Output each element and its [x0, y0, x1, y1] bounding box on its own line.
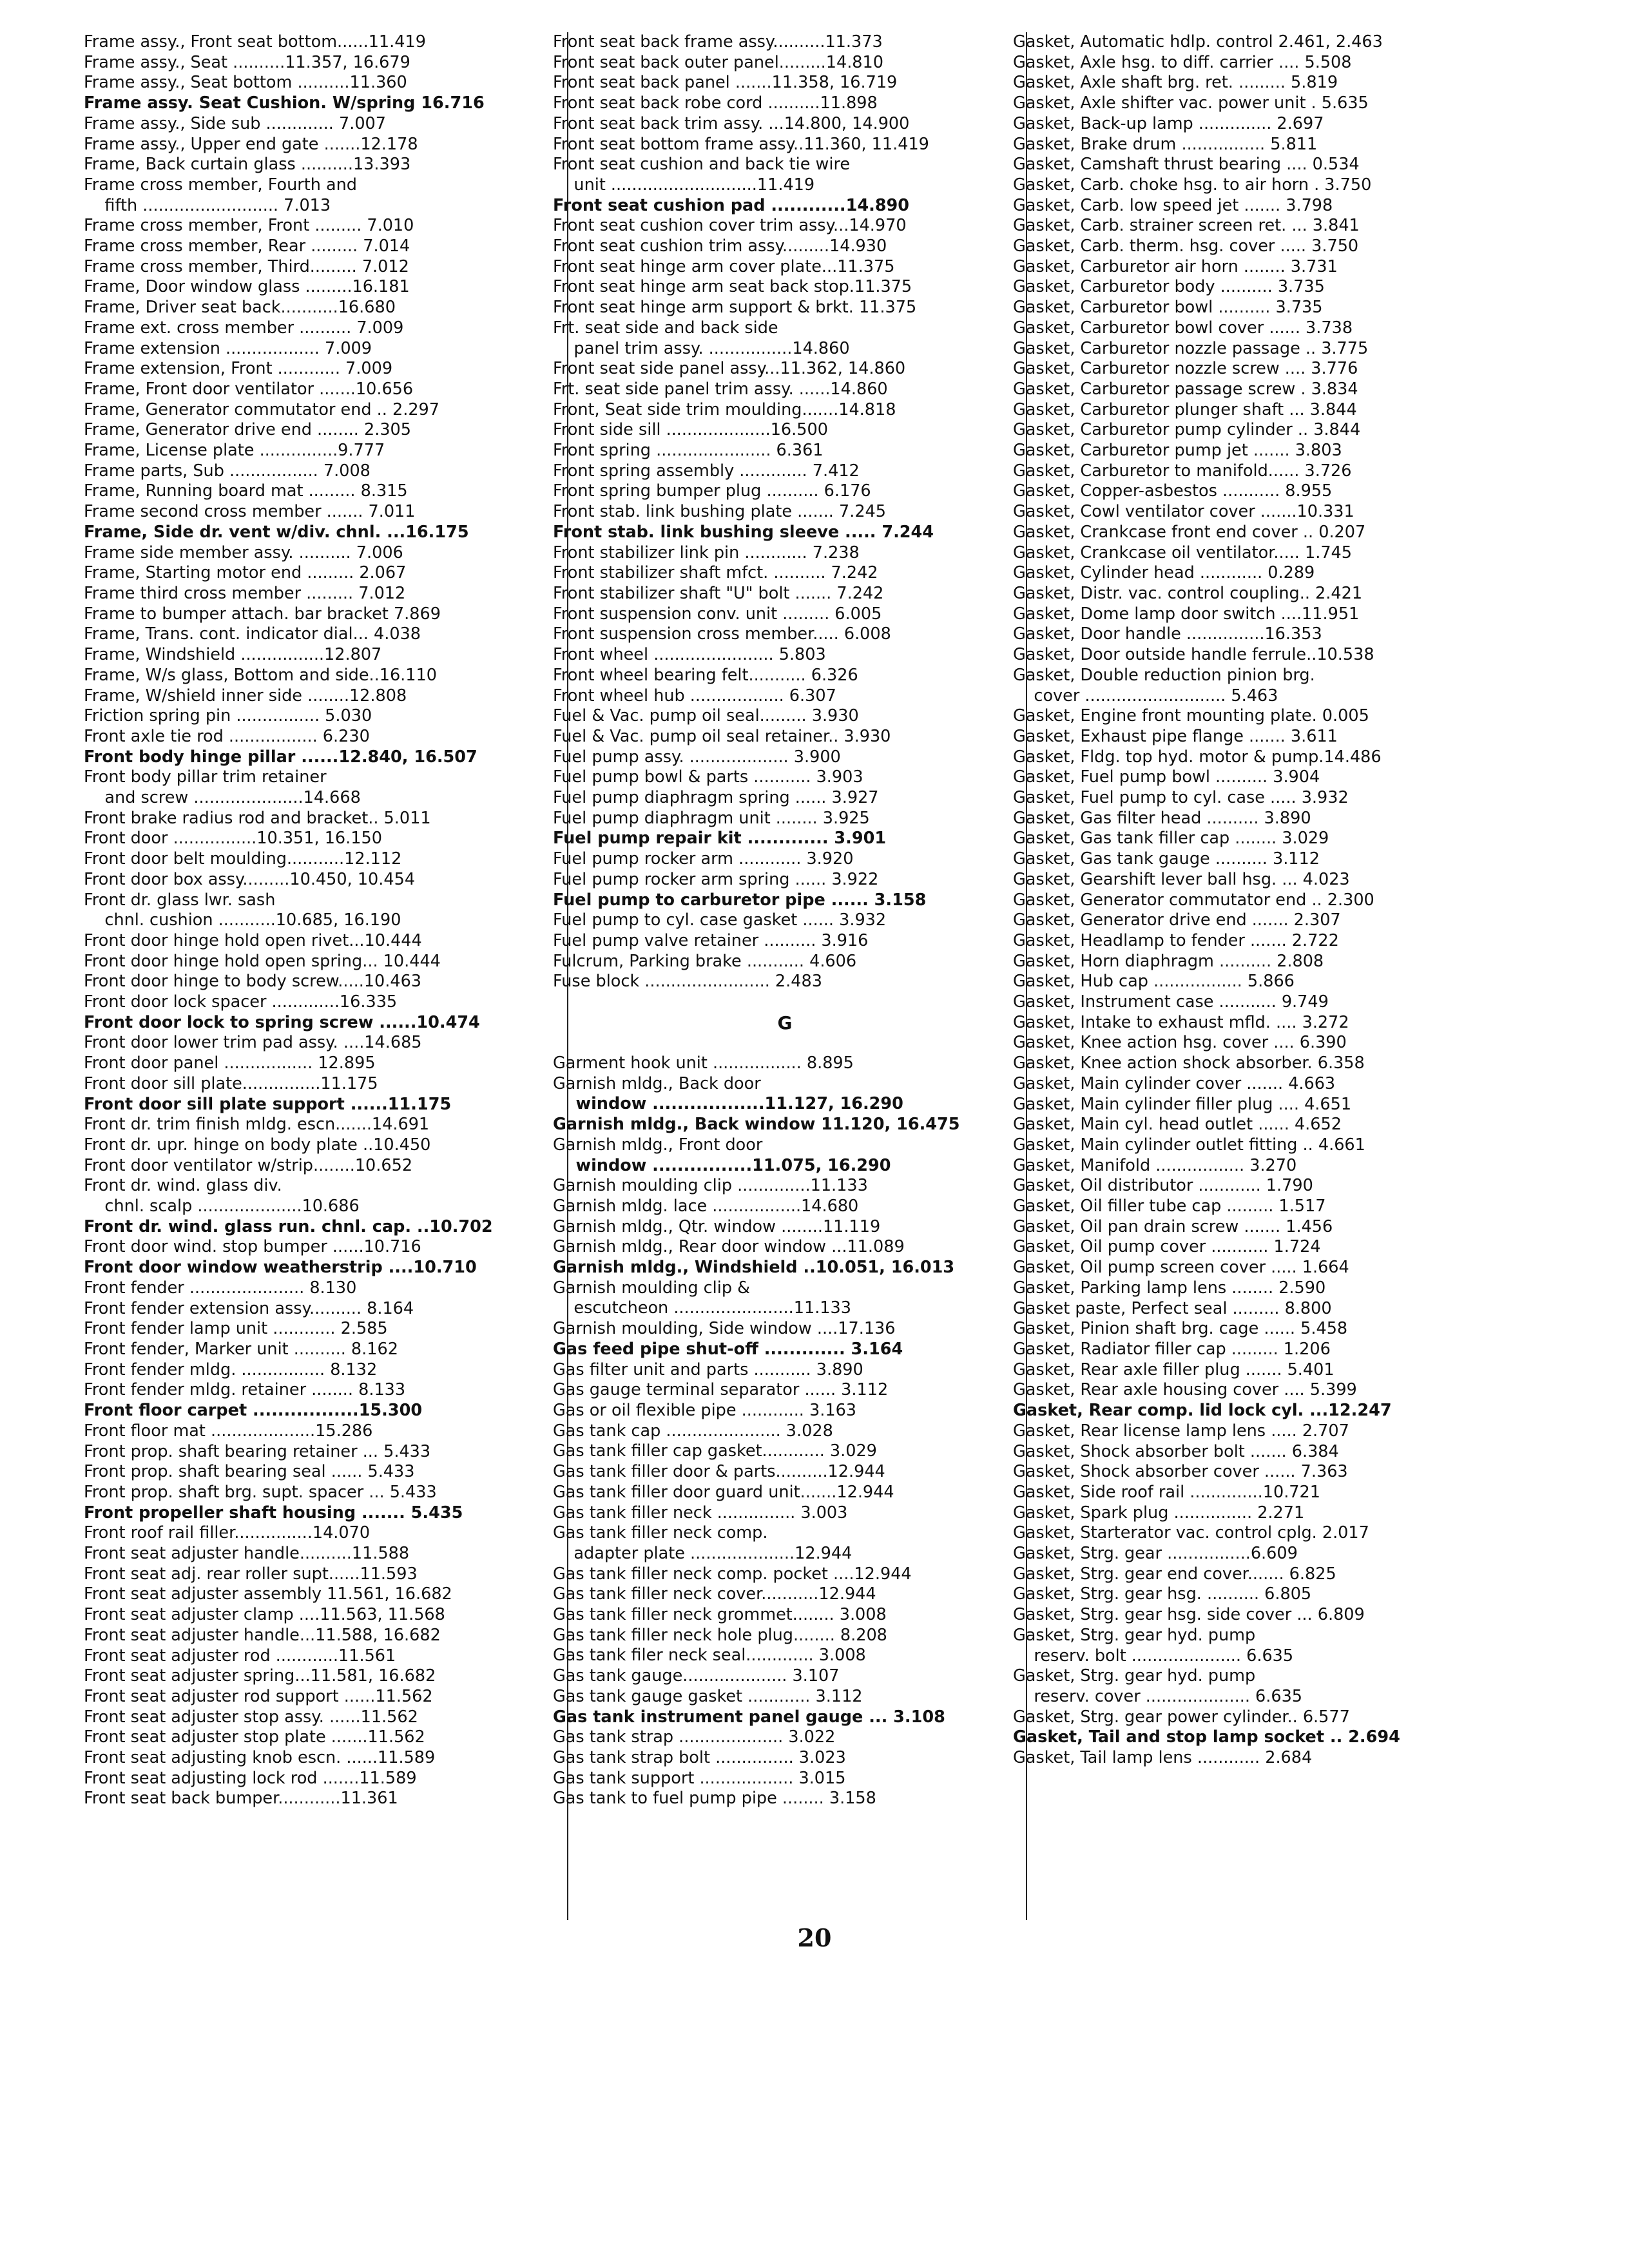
- index-entry: Gas tank filler neck cover...........12.944: [553, 1584, 876, 1604]
- index-entry: Gasket, Carburetor to manifold...... 3.726: [1013, 461, 1352, 481]
- index-entry: Gas tank support .................. 3.015: [553, 1768, 846, 1788]
- index-entry: Front spring ...................... 6.361: [553, 441, 824, 461]
- index-entry: Gasket, Horn diaphragm .......... 2.808: [1013, 951, 1324, 971]
- index-entry: Gasket, Strg. gear end cover....... 6.825: [1013, 1564, 1336, 1584]
- index-entry: Front seat cushion cover trim assy...14.970: [553, 216, 907, 236]
- index-entry: Front stabilizer shaft "U" bolt ....... 7.242: [553, 583, 884, 603]
- index-entry: unit ............................11.419: [553, 175, 815, 195]
- index-entry: Front fender extension assy.......... 8.164: [84, 1298, 414, 1318]
- index-column-2: [553, 32, 1017, 1809]
- index-entry: Gas tank strap bolt ............... 3.023: [553, 1747, 846, 1767]
- index-entry: Frame cross member, Rear ......... 7.014: [84, 236, 410, 256]
- index-entry: Fuel pump rocker arm spring ...... 3.922: [553, 869, 879, 889]
- index-entry: Front fender ...................... 8.130: [84, 1278, 357, 1298]
- index-entry: Gasket, Crankcase front end cover .. 0.207: [1013, 522, 1366, 542]
- index-entry: Front floor mat ....................15.286: [84, 1421, 373, 1441]
- index-entry: Gasket, Crankcase oil ventilator..... 1.745: [1013, 543, 1352, 562]
- index-entry: Frame, Side dr. vent w/div. chnl. ...16.175: [84, 522, 469, 542]
- index-entry: Frame, Driver seat back...........16.680: [84, 298, 396, 318]
- index-entry: Frame assy., Seat ..........11.357, 16.679: [84, 52, 410, 72]
- index-entry: cover ........................... 5.463: [1013, 686, 1278, 706]
- index-entry: Gasket, Radiator filler cap ......... 1.206: [1013, 1340, 1331, 1359]
- index-entry: Frame, W/s glass, Bottom and side..16.110: [84, 665, 437, 685]
- index-entry: Front door hinge hold open spring... 10.444: [84, 951, 441, 971]
- index-entry: Gas tank filler door & parts..........12.944: [553, 1462, 885, 1482]
- index-entry: Gas or oil flexible pipe ............ 3.163: [553, 1401, 857, 1420]
- index-entry: adapter plate ....................12.944: [553, 1543, 853, 1563]
- index-entry: Gasket, Carburetor plunger shaft ... 3.844: [1013, 399, 1357, 419]
- index-entry: Gasket, Side roof rail ..............10.721: [1013, 1482, 1320, 1502]
- index-entry: reserv. bolt ..................... 6.635: [1013, 1646, 1294, 1666]
- index-entry: escutcheon .......................11.133: [553, 1298, 851, 1318]
- index-entry: Gasket, Double reduction pinion brg.: [1013, 665, 1315, 685]
- index-entry: Front seat adjuster handle..........11.588: [84, 1544, 410, 1564]
- index-entry: Front seat back trim assy. ...14.800, 14.900: [553, 113, 910, 133]
- index-entry: Fuel pump assy. ................... 3.900: [553, 747, 841, 767]
- index-entry: Frame assy., Seat bottom ..........11.360: [84, 73, 407, 93]
- index-entry: Front door ................10.351, 16.150: [84, 829, 382, 849]
- index-entry: Gasket, Main cylinder cover ....... 4.663: [1013, 1073, 1336, 1093]
- index-entry: Gasket, Carburetor passage screw . 3.834: [1013, 379, 1358, 399]
- index-entry: Front side sill ....................16.500: [553, 420, 828, 440]
- index-entry: Frame assy., Side sub ............. 7.007: [84, 113, 386, 133]
- index-entry: window ..................11.127, 16.290: [553, 1094, 903, 1114]
- index-entry: Front door panel ................. 12.895: [84, 1053, 376, 1073]
- index-entry: Frame cross member, Front ......... 7.010: [84, 216, 414, 236]
- index-entry: Gas feed pipe shut-off ............. 3.164: [553, 1339, 903, 1359]
- index-entry: Front prop. shaft brg. supt. spacer ... 5.433: [84, 1482, 437, 1502]
- index-entry: Front seat hinge arm cover plate...11.375: [553, 256, 895, 276]
- index-entry: Frame, Trans. cont. indicator dial... 4.038: [84, 624, 421, 644]
- section-letter-heading: G: [777, 1012, 793, 1034]
- index-entry: Gasket, Strg. gear power cylinder.. 6.577: [1013, 1707, 1350, 1727]
- index-entry: Frame assy. Seat Cushion. W/spring 16.716: [84, 93, 485, 113]
- index-entry: Gas tank strap .................... 3.022: [553, 1727, 836, 1747]
- index-entry: Gasket, Carburetor body .......... 3.735: [1013, 277, 1325, 297]
- index-entry: Gasket, Carb. choke hsg. to air horn . 3.750: [1013, 175, 1372, 195]
- index-entry: Front dr. glass lwr. sash: [84, 890, 276, 910]
- index-entry: Gasket, Engine front mounting plate. 0.005: [1013, 706, 1369, 726]
- index-entry: Front seat hinge arm seat back stop.11.375: [553, 277, 912, 297]
- index-entry: Gasket, Main cylinder filler plug .... 4.651: [1013, 1094, 1352, 1114]
- index-entry: Gasket, Knee action hsg. cover .... 6.390: [1013, 1033, 1347, 1053]
- index-entry: Gasket, Gas tank gauge .......... 3.112: [1013, 849, 1320, 869]
- index-entry: Gasket, Main cyl. head outlet ...... 4.652: [1013, 1115, 1342, 1135]
- index-entry: Gasket, Parking lamp lens ........ 2.590: [1013, 1278, 1326, 1298]
- index-entry: Gasket, Knee action shock absorber. 6.358: [1013, 1053, 1365, 1073]
- index-entry: Fuel pump repair kit ............. 3.901: [553, 829, 887, 849]
- index-entry: Front door lock spacer .............16.335: [84, 992, 398, 1012]
- index-entry: Front seat adjuster stop plate .......11.562: [84, 1727, 425, 1747]
- index-entry: chnl. scalp ....................10.686: [84, 1196, 360, 1216]
- index-entry: Gas tank instrument panel gauge ... 3.108: [553, 1707, 945, 1727]
- index-entry: Gas tank filler neck hole plug........ 8.208: [553, 1625, 887, 1645]
- index-entry: Frame cross member, Third......... 7.012: [84, 256, 409, 276]
- index-entry: Gasket, Fldg. top hyd. motor & pump.14.486: [1013, 747, 1382, 767]
- index-entry: Gasket, Carburetor pump cylinder .. 3.844: [1013, 420, 1361, 440]
- index-entry: Gasket, Rear axle housing cover .... 5.399: [1013, 1380, 1357, 1400]
- index-entry: Friction spring pin ................ 5.030: [84, 706, 372, 726]
- index-entry: Front seat adj. rear roller supt......11.593: [84, 1564, 418, 1584]
- index-entry: Front spring bumper plug .......... 6.176: [553, 481, 871, 501]
- index-entry: Front seat back bumper............11.361: [84, 1789, 398, 1809]
- index-entry: Front fender lamp unit ............ 2.585: [84, 1319, 388, 1339]
- index-entry: Gasket, Main cylinder outlet fitting .. 4.661: [1013, 1135, 1365, 1155]
- index-entry: Front roof rail filler...............14.070: [84, 1523, 371, 1543]
- index-entry: Gasket, Back-up lamp .............. 2.697: [1013, 113, 1324, 133]
- index-entry: Front stabilizer link pin ............ 7.238: [553, 543, 860, 562]
- index-entry: Gasket, Oil pump screen cover ..... 1.664: [1013, 1258, 1349, 1278]
- index-entry: Front seat adjusting knob escn. ......11.589: [84, 1748, 436, 1768]
- index-entry: Gasket, Axle shifter vac. power unit . 5.635: [1013, 93, 1369, 113]
- index-entry: Gas filter unit and parts ........... 3.890: [553, 1360, 863, 1379]
- index-entry: Fuse block ........................ 2.483: [553, 972, 822, 992]
- index-entry: Gasket, Strg. gear ................6.609: [1013, 1544, 1298, 1564]
- index-entry: Front seat bottom frame assy..11.360, 11.419: [553, 134, 929, 154]
- index-entry: Fuel pump to carburetor pipe ...... 3.158: [553, 890, 927, 910]
- index-entry: Fuel pump to cyl. case gasket ...... 3.932: [553, 910, 887, 930]
- index-entry: Gasket, Strg. gear hsg. side cover ... 6.809: [1013, 1605, 1365, 1625]
- index-entry: Gasket, Hub cap ................. 5.866: [1013, 972, 1295, 992]
- index-entry: Gas tank filler neck comp. pocket ....12.944: [553, 1564, 912, 1584]
- index-entry: Front dr. trim finish mldg. escn.......14.691: [84, 1115, 430, 1135]
- index-entry: Gasket, Axle shaft brg. ret. ......... 5.819: [1013, 73, 1338, 93]
- index-entry: Front seat cushion pad ............14.890: [553, 195, 909, 215]
- index-entry: Front fender mldg. ................ 8.132: [84, 1360, 378, 1379]
- index-entry: Garnish mldg., Back window 11.120, 16.475: [553, 1115, 960, 1135]
- index-entry: Front body pillar trim retainer: [84, 767, 327, 787]
- index-entry: Frame assy., Front seat bottom......11.419: [84, 32, 426, 52]
- index-entry: Fuel pump diaphragm unit ........ 3.925: [553, 808, 870, 828]
- index-entry: Front door ventilator w/strip........10.652: [84, 1155, 413, 1175]
- index-entry: Gasket, Tail and stop lamp socket .. 2.694: [1013, 1727, 1400, 1747]
- index-entry: Front dr. wind. glass div.: [84, 1176, 282, 1196]
- index-entry: Gasket, Starterator vac. control cplg. 2.017: [1013, 1523, 1369, 1543]
- index-entry: Gasket, Headlamp to fender ....... 2.722: [1013, 930, 1339, 950]
- index-entry: Gasket, Carb. low speed jet ....... 3.798: [1013, 195, 1333, 215]
- index-entry: Front door hinge to body screw.....10.463: [84, 972, 422, 992]
- index-entry: Gasket, Carburetor nozzle screw .... 3.776: [1013, 359, 1358, 379]
- index-entry: Gasket, Carburetor bowl cover ...... 3.738: [1013, 318, 1353, 338]
- index-entry: Frame cross member, Fourth and: [84, 175, 357, 195]
- index-entry: Front seat back outer panel.........14.810: [553, 52, 883, 72]
- index-entry: Gasket, Gas filter head .......... 3.890: [1013, 808, 1311, 828]
- index-entry: Front door sill plate...............11.175: [84, 1073, 378, 1093]
- index-entry: Garnish mldg. lace .................14.680: [553, 1196, 859, 1216]
- index-entry: Front fender, Marker unit .......... 8.162: [84, 1340, 398, 1359]
- index-entry: Front seat back robe cord ..........11.898: [553, 93, 878, 113]
- index-entry: Frame, W/shield inner side ........12.808: [84, 686, 407, 706]
- index-entry: Front seat adjuster clamp ....11.563, 11.568: [84, 1605, 445, 1625]
- index-entry: Frame extension, Front ............ 7.009: [84, 359, 393, 379]
- index-entry: Front axle tie rod ................. 6.230: [84, 726, 370, 746]
- index-entry: Front dr. upr. hinge on body plate ..10.450: [84, 1135, 431, 1155]
- index-entry: Gasket paste, Perfect seal ......... 8.800: [1013, 1298, 1332, 1318]
- index-entry: Gas tank filler neck comp.: [553, 1523, 768, 1543]
- index-entry: Fuel & Vac. pump oil seal......... 3.930: [553, 706, 859, 726]
- index-entry: Frame side member assy. .......... 7.006: [84, 543, 403, 562]
- index-entry: Front spring assembly ............. 7.412: [553, 461, 860, 481]
- index-entry: Gasket, Cylinder head ............ 0.289: [1013, 563, 1315, 583]
- index-entry: Gas tank filer neck seal............. 3.008: [553, 1646, 866, 1666]
- index-entry: Gasket, Copper-asbestos ........... 8.955: [1013, 481, 1333, 501]
- index-entry: Front seat adjuster rod ............11.561: [84, 1646, 396, 1666]
- index-entry: Gas tank gauge.................... 3.107: [553, 1666, 840, 1686]
- index-entry: Front wheel bearing felt........... 6.326: [553, 665, 858, 685]
- index-entry: Gas tank filler door guard unit.......12.944: [553, 1482, 894, 1502]
- index-entry: Frame second cross member ....... 7.011: [84, 502, 416, 522]
- index-entry: Garnish mldg., Rear door window ...11.089: [553, 1237, 905, 1257]
- index-entry: Garnish mldg., Windshield ..10.051, 16.013: [553, 1258, 955, 1278]
- index-entry: fifth .......................... 7.013: [84, 195, 331, 215]
- index-entry: Front floor carpet .................15.300: [84, 1401, 423, 1421]
- index-entry: Front seat adjuster spring...11.581, 16.682: [84, 1666, 436, 1686]
- index-entry: Frame, Generator commutator end .. 2.297: [84, 399, 439, 419]
- index-entry: Gasket, Manifold ................. 3.270: [1013, 1155, 1297, 1175]
- index-entry: Gasket, Pinion shaft brg. cage ...... 5.458: [1013, 1319, 1348, 1339]
- index-entry: Frame, Starting motor end ......... 2.067: [84, 563, 407, 583]
- index-entry: Gasket, Generator commutator end .. 2.300: [1013, 890, 1374, 910]
- index-entry: Frame, Front door ventilator .......10.656: [84, 379, 414, 399]
- index-entry: Front seat adjusting lock rod .......11.589: [84, 1768, 417, 1788]
- index-entry: Fuel & Vac. pump oil seal retainer.. 3.930: [553, 726, 891, 746]
- index-column-1: [84, 32, 554, 1809]
- index-entry: Frt. seat side and back side: [553, 318, 778, 338]
- index-entry: Front door wind. stop bumper ......10.716: [84, 1237, 421, 1257]
- index-entry: Gasket, Gas tank filler cap ........ 3.029: [1013, 829, 1329, 849]
- index-entry: Front dr. wind. glass run. chnl. cap. ..10.702: [84, 1216, 493, 1236]
- index-entry: Front seat adjuster handle...11.588, 16.682: [84, 1625, 441, 1645]
- index-entry: Front wheel hub .................. 6.307: [553, 686, 836, 706]
- index-entry: Gasket, Strg. gear hyd. pump: [1013, 1625, 1256, 1645]
- index-entry: Front suspension cross member..... 6.008: [553, 624, 891, 644]
- index-entry: Gas tank gauge gasket ............ 3.112: [553, 1686, 863, 1706]
- index-entry: Gasket, Distr. vac. control coupling.. 2.421: [1013, 583, 1363, 603]
- page-number: 20: [797, 1923, 832, 1952]
- index-entry: Frame, Windshield ................12.807: [84, 645, 382, 665]
- index-entry: reserv. cover .................... 6.635: [1013, 1686, 1303, 1706]
- index-entry: Front door sill plate support ......11.175: [84, 1094, 452, 1114]
- index-entry: Front door hinge hold open rivet...10.444: [84, 930, 422, 950]
- index-entry: Front seat adjuster stop assy. ......11.562: [84, 1707, 418, 1727]
- index-entry: Frame assy., Upper end gate .......12.178: [84, 134, 418, 154]
- index-entry: Gasket, Rear comp. lid lock cyl. ...12.247: [1013, 1401, 1392, 1421]
- index-entry: Gas tank to fuel pump pipe ........ 3.158: [553, 1789, 876, 1809]
- index-entry: Fulcrum, Parking brake ........... 4.606: [553, 951, 857, 971]
- index-entry: Gasket, Camshaft thrust bearing .... 0.534: [1013, 155, 1360, 175]
- index-entry: Front stab. link bushing plate ....... 7.245: [553, 502, 886, 522]
- index-entry: Gasket, Rear axle filler plug ....... 5.401: [1013, 1360, 1335, 1379]
- index-entry: Gasket, Oil distributor ............ 1.790: [1013, 1176, 1313, 1196]
- index-entry: Gasket, Strg. gear hyd. pump: [1013, 1666, 1256, 1686]
- index-entry: Front seat adjuster rod support ......11.562: [84, 1686, 433, 1706]
- index-entry: Gasket, Fuel pump bowl .......... 3.904: [1013, 767, 1320, 787]
- index-entry: Gasket, Oil pump cover ........... 1.724: [1013, 1237, 1321, 1257]
- index-entry: Frame, Running board mat ......... 8.315: [84, 481, 408, 501]
- index-entry: Gasket, Carburetor pump jet ....... 3.803: [1013, 441, 1342, 461]
- index-entry: Frame ext. cross member .......... 7.009: [84, 318, 404, 338]
- index-entry: Gas gauge terminal separator ...... 3.112: [553, 1380, 889, 1400]
- index-entry: chnl. cushion ...........10.685, 16.190: [84, 910, 401, 930]
- index-entry: Gas tank filler cap gasket............ 3.029: [553, 1441, 877, 1461]
- index-entry: and screw .....................14.668: [84, 788, 361, 808]
- index-entry: Garment hook unit ................. 8.895: [553, 1053, 854, 1073]
- index-entry: Gas tank filler neck grommet........ 3.008: [553, 1605, 887, 1625]
- index-entry: Gasket, Carburetor nozzle passage .. 3.775: [1013, 338, 1369, 358]
- index-entry: Gasket, Spark plug ............... 2.271: [1013, 1503, 1305, 1523]
- index-entry: Garnish moulding clip ..............11.133: [553, 1176, 868, 1196]
- index-entry: Fuel pump bowl & parts ........... 3.903: [553, 767, 863, 787]
- index-entry: Frame, Back curtain glass ..........13.393: [84, 155, 411, 175]
- index-entry: Garnish mldg., Front door: [553, 1135, 763, 1155]
- index-entry: Front body hinge pillar ......12.840, 16.507: [84, 747, 477, 767]
- index-entry: Gasket, Instrument case ........... 9.749: [1013, 992, 1329, 1012]
- index-entry: Gasket, Shock absorber cover ...... 7.363: [1013, 1462, 1348, 1482]
- index-entry: Gasket, Automatic hdlp. control 2.461, 2.463: [1013, 32, 1383, 52]
- index-entry: Gasket, Fuel pump to cyl. case ..... 3.932: [1013, 788, 1349, 808]
- index-entry: Front door belt moulding...........12.112: [84, 849, 402, 869]
- index-entry: Garnish mldg., Back door: [553, 1073, 761, 1093]
- index-entry: Gasket, Carb. strainer screen ret. ... 3.841: [1013, 216, 1360, 236]
- index-entry: Front stabilizer shaft mfct. .......... 7.242: [553, 563, 878, 583]
- index-entry: Gasket, Carburetor bowl .......... 3.735: [1013, 298, 1323, 318]
- index-entry: Front door lock to spring screw ......10.474: [84, 1012, 480, 1032]
- index-entry: Front fender mldg. retainer ........ 8.133: [84, 1380, 406, 1400]
- index-entry: Gasket, Oil pan drain screw ....... 1.456: [1013, 1216, 1333, 1236]
- index-entry: Frame extension .................. 7.009: [84, 338, 372, 358]
- index-entry: Gasket, Strg. gear hsg. .......... 6.805: [1013, 1584, 1312, 1604]
- index-entry: Gasket, Carburetor air horn ........ 3.731: [1013, 256, 1338, 276]
- index-entry: Fuel pump diaphragm spring ...... 3.927: [553, 788, 879, 808]
- index-entry: Gasket, Gearshift lever ball hsg. ... 4.023: [1013, 869, 1350, 889]
- index-entry: Frame third cross member ......... 7.012: [84, 583, 406, 603]
- index-entry: Gas tank cap ...................... 3.028: [553, 1421, 833, 1441]
- index-entry: Gasket, Door outside handle ferrule..10.538: [1013, 645, 1374, 665]
- index-entry: Gasket, Exhaust pipe flange ....... 3.611: [1013, 726, 1338, 746]
- index-entry: panel trim assy. ................14.860: [553, 338, 850, 358]
- index-entry: Garnish mldg., Qtr. window ........11.119: [553, 1216, 881, 1236]
- index-entry: Gasket, Generator drive end ....... 2.307: [1013, 910, 1341, 930]
- index-entry: Gasket, Brake drum ................ 5.811: [1013, 134, 1318, 154]
- index-entry: Frame, License plate ...............9.777: [84, 441, 385, 461]
- index-entry: Front seat back frame assy..........11.373: [553, 32, 883, 52]
- index-entry: Front seat side panel assy...11.362, 14.860: [553, 359, 906, 379]
- index-entry: Front stab. link bushing sleeve ..... 7.244: [553, 522, 934, 542]
- index-entry: Frt. seat side panel trim assy. ......14.860: [553, 379, 888, 399]
- index-entry: Front brake radius rod and bracket.. 5.011: [84, 808, 431, 828]
- index-entry: Front prop. shaft bearing seal ...... 5.433: [84, 1462, 415, 1482]
- index-entry: Gasket, Shock absorber bolt ....... 6.384: [1013, 1441, 1339, 1461]
- index-entry: Front door window weatherstrip ....10.710: [84, 1258, 477, 1278]
- index-entry: Front seat hinge arm support & brkt. 11.375: [553, 298, 917, 318]
- index-entry: Frame, Generator drive end ........ 2.305: [84, 420, 411, 440]
- index-entry: Front propeller shaft housing ....... 5.435: [84, 1503, 463, 1523]
- index-entry: Gasket, Tail lamp lens ............ 2.684: [1013, 1748, 1313, 1768]
- index-entry: Gasket, Cowl ventilator cover .......10.331: [1013, 502, 1354, 522]
- index-entry: Garnish moulding clip &: [553, 1278, 750, 1298]
- index-entry: window ................11.075, 16.290: [553, 1155, 891, 1175]
- index-entry: Frame to bumper attach. bar bracket 7.869: [84, 604, 441, 624]
- index-entry: Gasket, Rear license lamp lens ..... 2.707: [1013, 1421, 1349, 1441]
- index-entry: Front prop. shaft bearing retainer ... 5.433: [84, 1441, 431, 1461]
- index-entry: Front, Seat side trim moulding.......14.818: [553, 399, 896, 419]
- index-entry: Garnish moulding, Side window ....17.136: [553, 1319, 896, 1339]
- index-entry: Front seat cushion and back tie wire: [553, 155, 851, 175]
- index-entry: Gasket, Axle hsg. to diff. carrier .... 5.508: [1013, 52, 1352, 72]
- index-entry: Gas tank filler neck ............... 3.003: [553, 1503, 848, 1523]
- index-entry: Gasket, Oil filler tube cap ......... 1.517: [1013, 1196, 1326, 1216]
- index-entry: Front door box assy.........10.450, 10.454: [84, 869, 416, 889]
- index-entry: Fuel pump valve retainer .......... 3.916: [553, 930, 869, 950]
- index-entry: Frame parts, Sub ................. 7.008: [84, 461, 371, 481]
- index-entry: Front door lower trim pad assy. ....14.685: [84, 1033, 422, 1053]
- index-entry: Fuel pump rocker arm ............ 3.920: [553, 849, 854, 869]
- index-entry: Gasket, Door handle ...............16.353: [1013, 624, 1322, 644]
- index-entry: Gasket, Dome lamp door switch ....11.951: [1013, 604, 1360, 624]
- index-entry: Front suspension conv. unit ......... 6.005: [553, 604, 882, 624]
- index-entry: Front wheel ....................... 5.803: [553, 645, 826, 665]
- index-column-3: [1013, 32, 1522, 1769]
- index-entry: Front seat adjuster assembly 11.561, 16.682: [84, 1584, 452, 1604]
- index-entry: Front seat cushion trim assy.........14.930: [553, 236, 887, 256]
- index-entry: Gasket, Carb. therm. hsg. cover ..... 3.750: [1013, 236, 1359, 256]
- index-entry: Front seat back panel .......11.358, 16.719: [553, 73, 898, 93]
- index-entry: Gasket, Intake to exhaust mfld. .... 3.272: [1013, 1012, 1349, 1032]
- index-entry: Frame, Door window glass .........16.181: [84, 277, 410, 297]
